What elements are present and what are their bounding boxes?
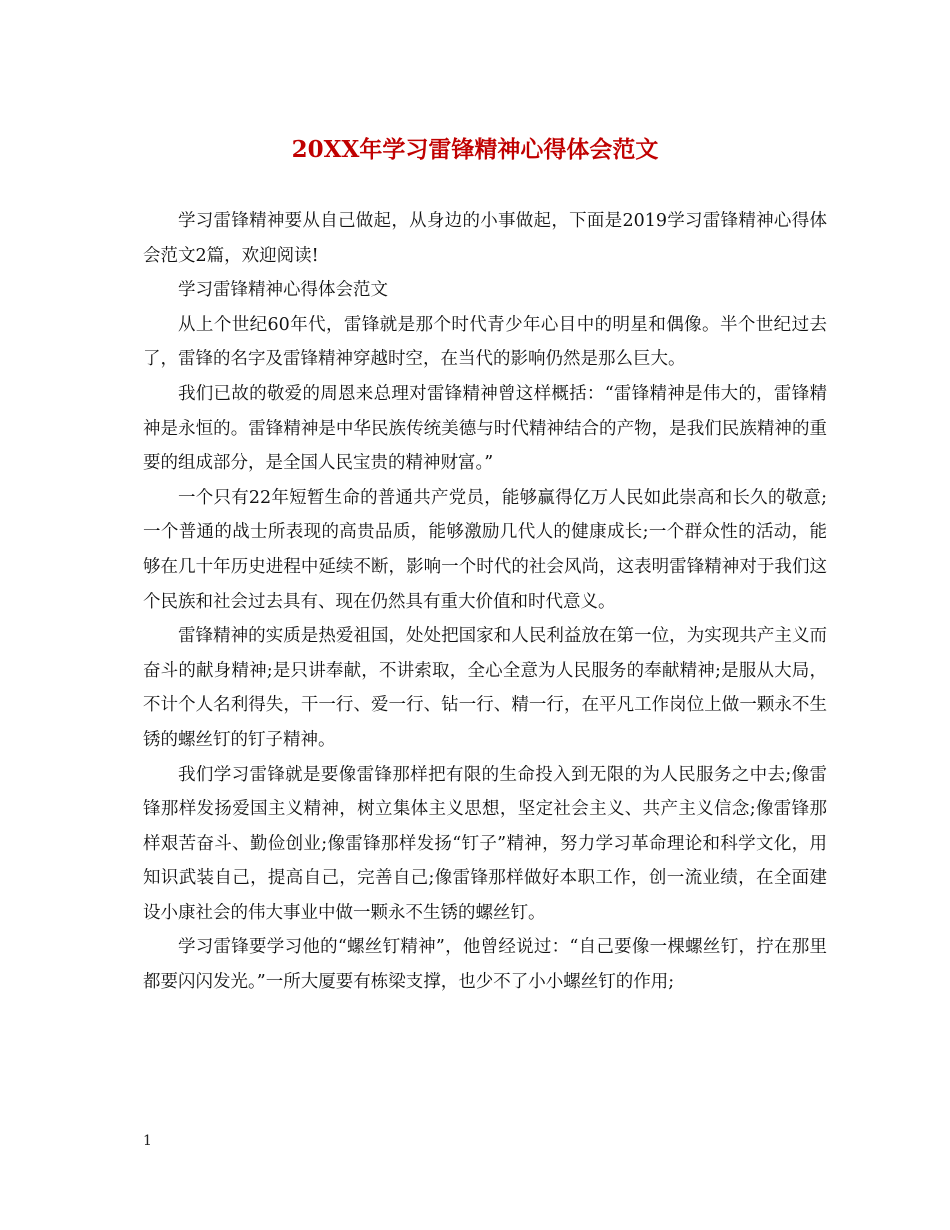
document-title: 20XX年学习雷锋精神心得体会范文	[291, 136, 659, 163]
paragraph-6: 学习雷锋要学习他的“螺丝钉精神”，他曾经说过：“自己要像一棵螺丝钉，拧在那里都要闪闪发光。”一所大厦要有栋梁支撑，也少不了小小螺丝钉的作用;	[143, 937, 827, 993]
paragraph-3: 一个只有22年短暂生命的普通共产党员，能够赢得亿万人民如此崇高和长久的敬意;一个普通的战士所表现的高贵品质，能够激励几代人的健康成长;一个群众性的活动，能够在几十年历史进程中延续不断，影响一个时代的社会风尚，这表明雷锋精神对于我们这个民族和社会过去具有、现在仍然具有重大价值和时代意义。	[143, 487, 827, 612]
page-number: 1	[143, 1133, 152, 1149]
paragraph-4: 雷锋精神的实质是热爱祖国，处处把国家和人民利益放在第一位，为实现共产主义而奋斗的献身精神;是只讲奉献，不讲索取，全心全意为人民服务的奉献精神;是服从大局，不计个人名利得失，干一行、爱一行、钻一行、精一行，在平凡工作岗位上做一颗永不生锈的螺丝钉的钉子精神。	[143, 626, 827, 750]
document-body	[143, 204, 827, 1000]
paragraph-5: 我们学习雷锋就是要像雷锋那样把有限的生命投入到无限的为人民服务之中去;像雷锋那样发扬爱国主义精神，树立集体主义思想，坚定社会主义、共产主义信念;像雷锋那样艰苦奋斗、勤俭创业;像雷锋那样发扬“钉子”精神，努力学习革命理论和科学文化，用知识武装自己，提高自己，完善自己;像雷锋那样做好本职工作，创一流业绩，在全面建设小康社会的伟大事业中做一颗永不生锈的螺丝钉。	[143, 764, 827, 923]
paragraph-intro: 学习雷锋精神要从自己做起，从身边的小事做起，下面是2019学习雷锋精神心得体会范文2篇，欢迎阅读!	[143, 211, 827, 266]
paragraph-1: 从上个世纪60年代，雷锋就是那个时代青少年心目中的明星和偶像。半个世纪过去了，雷锋的名字及雷锋精神穿越时空，在当代的影响仍然是那么巨大。	[143, 314, 827, 370]
paragraph-2: 我们已故的敬爱的周恩来总理对雷锋精神曾这样概括：“雷锋精神是伟大的，雷锋精神是永恒的。雷锋精神是中华民族传统美德与时代精神结合的产物，是我们民族精神的重要的组成部分，是全国人民宝贵的精神财富。”	[143, 383, 827, 474]
paragraph-subheading: 学习雷锋精神心得体会范文	[178, 280, 388, 301]
